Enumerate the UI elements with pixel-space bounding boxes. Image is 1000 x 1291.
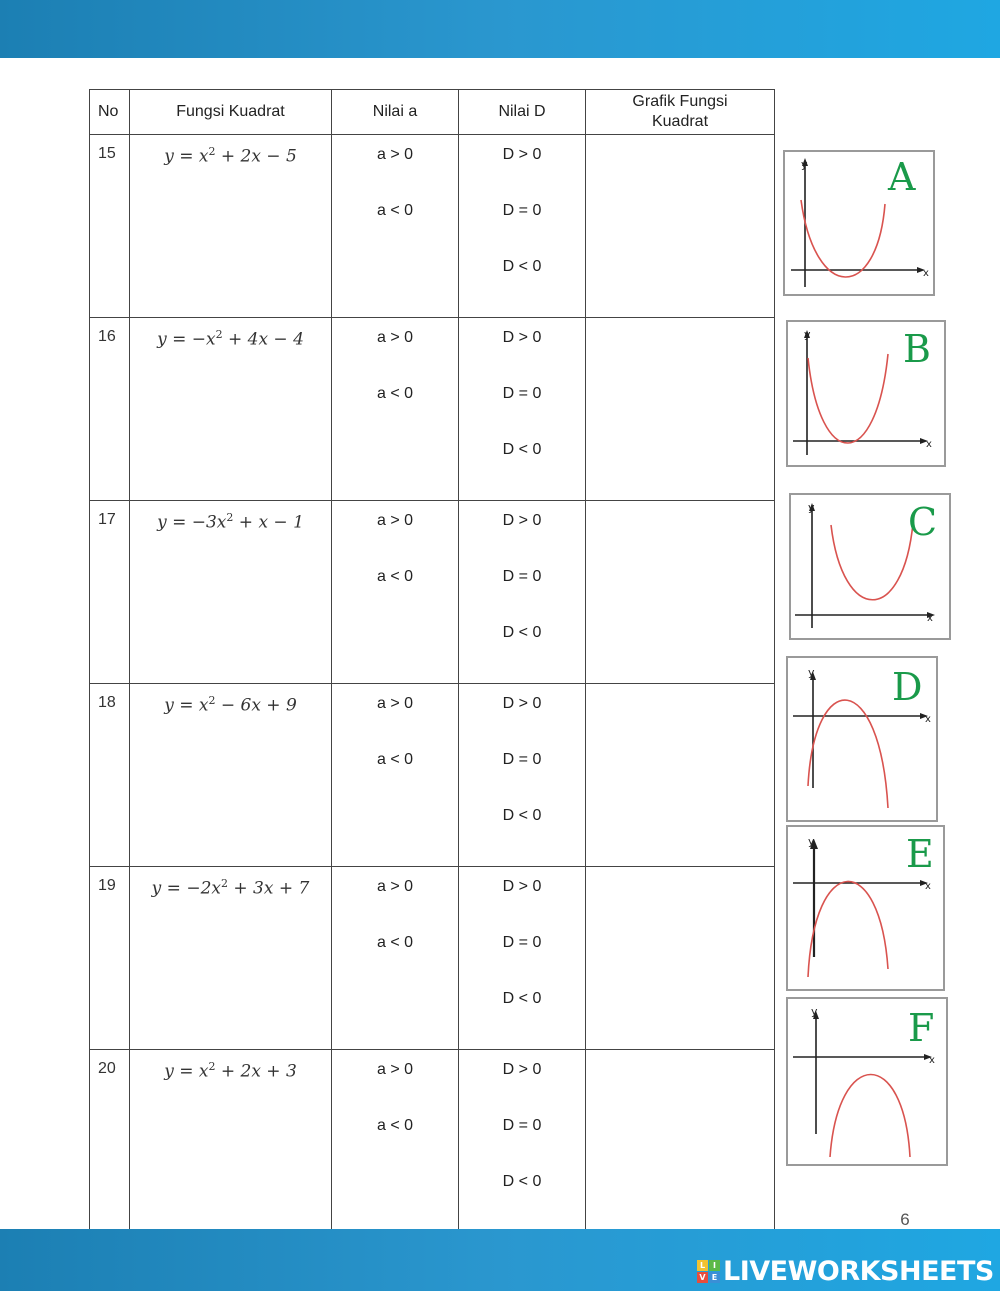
brand-block-e: E: [709, 1272, 720, 1283]
option-d-zero[interactable]: D = 0: [502, 568, 542, 585]
formula-lead: y = x: [164, 695, 209, 716]
option-a-positive[interactable]: a > 0: [376, 878, 414, 895]
header-graph-label: Grafik Fungsi Kuadrat: [632, 93, 728, 130]
a-options: [332, 318, 459, 501]
graph-card-c[interactable]: [789, 493, 951, 640]
brand-name: LIVEWORKSHEETS: [723, 1255, 994, 1287]
table-row: [90, 867, 775, 1050]
graph-x-label: x: [929, 1055, 935, 1066]
header-no: No: [90, 90, 130, 135]
formula-rest: + 2x − 5: [215, 146, 297, 167]
table-row: [90, 1050, 775, 1233]
formula-lead: y = −x: [157, 329, 216, 350]
graph-y-label: y: [808, 835, 815, 848]
a-options: [332, 501, 459, 684]
function-formula: [130, 1050, 332, 1233]
formula-exponent: 2: [208, 1060, 216, 1073]
formula-lead: y = −2x: [151, 878, 221, 899]
option-d-negative[interactable]: D < 0: [502, 807, 542, 824]
function-formula: [130, 867, 332, 1050]
table-row: [90, 318, 775, 501]
formula-lead: y = x: [164, 146, 209, 167]
formula-rest: + 2x + 3: [215, 1061, 297, 1082]
option-a-positive[interactable]: a > 0: [376, 329, 414, 346]
graph-letter-d: D: [892, 665, 923, 709]
graph-x-label: x: [925, 881, 931, 892]
formula-exponent: 2: [215, 328, 223, 341]
a-options: [332, 867, 459, 1050]
d-options: [459, 867, 586, 1050]
option-a-negative[interactable]: a < 0: [376, 568, 414, 585]
header-graph: [586, 90, 775, 135]
formula-rest: + 3x + 7: [227, 878, 310, 899]
header-band: [0, 0, 1000, 58]
graph-letter-c: C: [908, 500, 938, 544]
row-number: 16: [90, 318, 130, 501]
option-d-positive[interactable]: D > 0: [502, 878, 542, 895]
a-options: [332, 684, 459, 867]
graph-letter-a: A: [888, 155, 916, 199]
graph-y-label: y: [811, 1005, 818, 1018]
table-row: [90, 501, 775, 684]
brand-block-l: L: [697, 1260, 708, 1271]
formula-lead: y = x: [164, 1061, 209, 1082]
table-header-row: [90, 90, 775, 135]
brand-logo-icon: [697, 1260, 720, 1283]
graph-card-e[interactable]: [786, 825, 945, 991]
formula-exponent: 2: [226, 511, 234, 524]
table-row: [90, 135, 775, 318]
formula-rest: + x − 1: [233, 512, 304, 533]
option-a-negative[interactable]: a < 0: [376, 751, 414, 768]
formula-lead: y = −3x: [157, 512, 227, 533]
graph-card-a[interactable]: [783, 150, 935, 296]
option-d-negative[interactable]: D < 0: [502, 990, 542, 1007]
option-d-negative[interactable]: D < 0: [502, 258, 542, 275]
graph-y-label: y: [801, 158, 808, 171]
graph-drop-cell[interactable]: [586, 135, 775, 318]
d-options: [459, 318, 586, 501]
brand-block-v: V: [697, 1272, 708, 1283]
d-options: [459, 501, 586, 684]
option-d-zero[interactable]: D = 0: [502, 751, 542, 768]
a-options: [332, 1050, 459, 1233]
function-formula: [130, 501, 332, 684]
option-a-negative[interactable]: a < 0: [376, 385, 414, 402]
graph-drop-cell[interactable]: [586, 867, 775, 1050]
option-a-negative[interactable]: a < 0: [376, 1117, 414, 1134]
row-number: 18: [90, 684, 130, 867]
graph-card-b[interactable]: [786, 320, 946, 467]
option-a-negative[interactable]: a < 0: [376, 202, 414, 219]
option-d-negative[interactable]: D < 0: [502, 1173, 542, 1190]
function-formula: [130, 318, 332, 501]
d-options: [459, 1050, 586, 1233]
option-d-negative[interactable]: D < 0: [502, 624, 542, 641]
option-d-positive[interactable]: D > 0: [502, 329, 542, 346]
formula-rest: + 4x − 4: [222, 329, 304, 350]
formula-rest: − 6x + 9: [215, 695, 297, 716]
option-a-positive[interactable]: a > 0: [376, 1061, 414, 1078]
function-formula: [130, 135, 332, 318]
brand-block-i: I: [709, 1260, 720, 1271]
option-a-positive[interactable]: a > 0: [376, 146, 414, 163]
row-number: 20: [90, 1050, 130, 1233]
formula-exponent: 2: [208, 145, 216, 158]
option-d-zero[interactable]: D = 0: [502, 934, 542, 951]
option-d-zero[interactable]: D = 0: [502, 1117, 542, 1134]
graph-card-f[interactable]: [786, 997, 948, 1166]
graph-card-d[interactable]: [786, 656, 938, 822]
option-d-positive[interactable]: D > 0: [502, 512, 542, 529]
graph-letter-e: E: [906, 832, 934, 876]
graph-y-label: y: [804, 328, 811, 341]
option-d-zero[interactable]: D = 0: [502, 385, 542, 402]
graph-drop-cell[interactable]: [586, 501, 775, 684]
formula-exponent: 2: [220, 877, 228, 890]
graph-y-label: y: [808, 501, 815, 514]
graph-x-label: x: [925, 714, 931, 725]
a-options: [332, 135, 459, 318]
brand-logo[interactable]: [697, 1254, 994, 1288]
d-options: [459, 684, 586, 867]
option-d-negative[interactable]: D < 0: [502, 441, 542, 458]
header-a-value: Nilai a: [332, 90, 459, 135]
header-d-value: Nilai D: [459, 90, 586, 135]
table-row: [90, 684, 775, 867]
d-options: [459, 135, 586, 318]
row-number: 15: [90, 135, 130, 318]
quadratic-table: [89, 89, 775, 1233]
option-a-negative[interactable]: a < 0: [376, 934, 414, 951]
graph-drop-cell[interactable]: [586, 1050, 775, 1233]
graph-letter-b: B: [903, 327, 931, 371]
option-d-zero[interactable]: D = 0: [502, 202, 542, 219]
graph-y-label: y: [808, 666, 815, 679]
graph-x-label: x: [927, 613, 933, 624]
graph-letter-f: F: [908, 1006, 935, 1050]
page-number: 6: [900, 1210, 910, 1229]
graph-x-label: x: [926, 439, 932, 450]
formula-exponent: 2: [208, 694, 216, 707]
row-number: 19: [90, 867, 130, 1050]
function-formula: [130, 684, 332, 867]
row-number: 17: [90, 501, 130, 684]
option-d-positive[interactable]: D > 0: [502, 1061, 542, 1078]
option-a-positive[interactable]: a > 0: [376, 695, 414, 712]
option-d-positive[interactable]: D > 0: [502, 695, 542, 712]
graph-x-label: x: [923, 268, 929, 279]
graph-drop-cell[interactable]: [586, 318, 775, 501]
header-function: Fungsi Kuadrat: [130, 90, 332, 135]
option-d-positive[interactable]: D > 0: [502, 146, 542, 163]
graph-drop-cell[interactable]: [586, 684, 775, 867]
option-a-positive[interactable]: a > 0: [376, 512, 414, 529]
